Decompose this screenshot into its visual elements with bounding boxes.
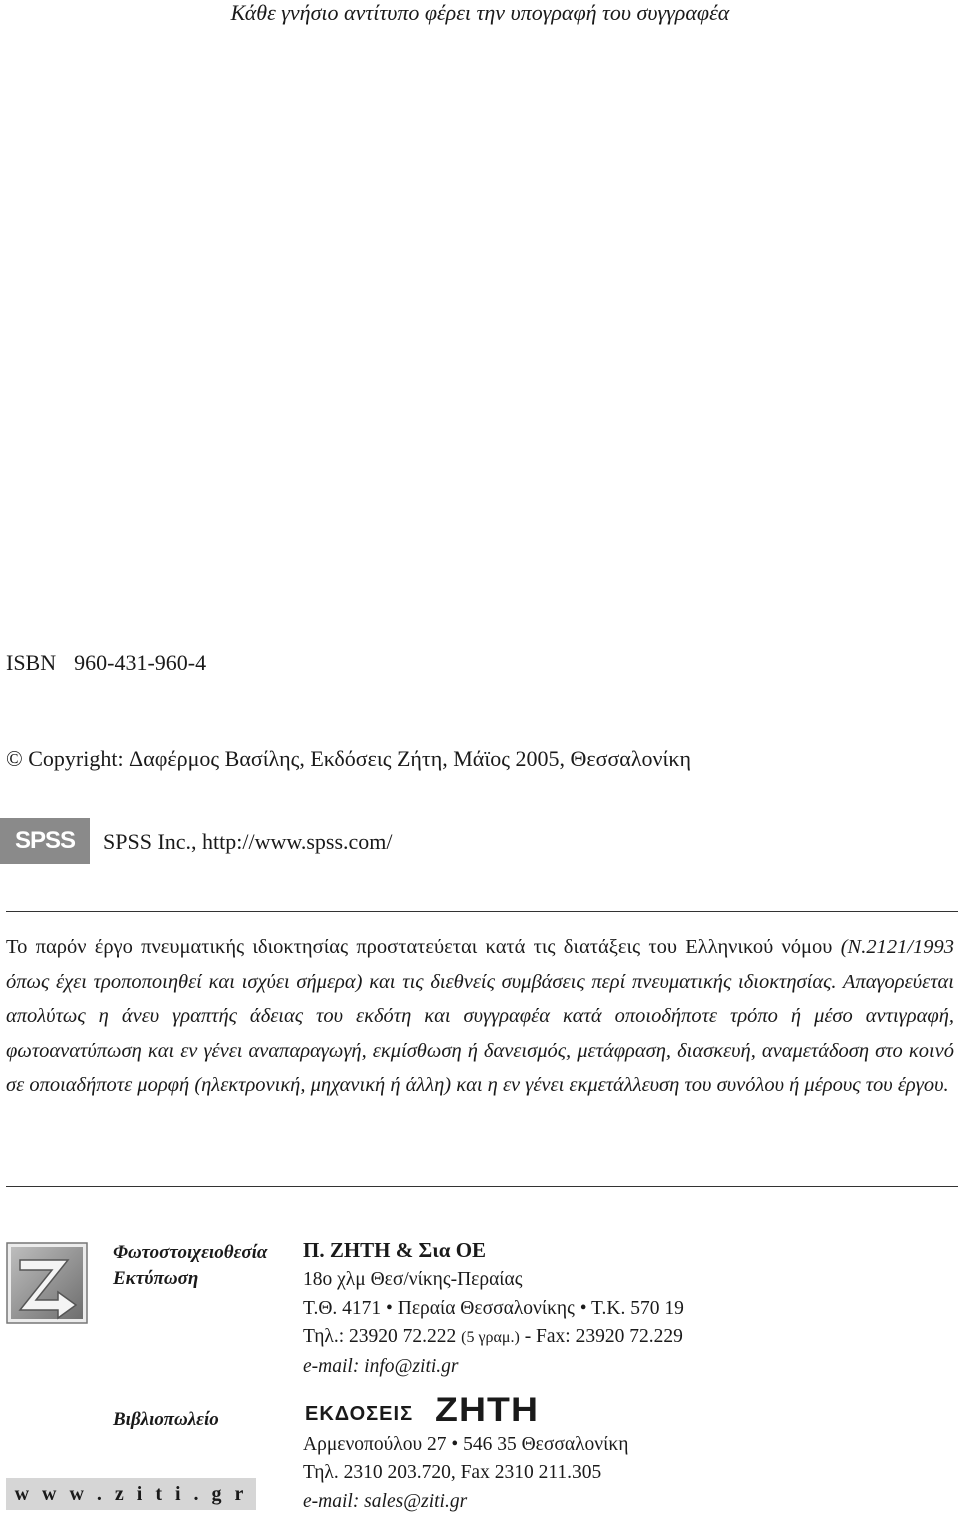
- printer-address: 18ο χλμ Θεσ/νίκης-Περαίας: [303, 1269, 523, 1290]
- legal-first-sentence: Το παρόν έργο πνευματικής ιδιοκτησίας προστατεύεται κατά τις διατάξεις του Ελληνικού νόμου: [6, 936, 833, 958]
- ekdoseis-ziti-logo: [305, 1391, 540, 1429]
- printer-phone-lines: (5 γραμ.): [461, 1329, 520, 1346]
- website-link[interactable]: w w w . z i t i . g r: [6, 1478, 256, 1510]
- bookstore-phone-fax: Τηλ. 2310 203.720, Fax 2310 211.305: [303, 1462, 602, 1483]
- logo-word-ziti: ΖΗΤΗ: [435, 1391, 540, 1429]
- spss-logo: SPSS: [0, 818, 90, 864]
- printer-po-box: Τ.Θ. 4171 • Περαία Θεσσαλονίκης • Τ.Κ. 570 19: [303, 1298, 684, 1319]
- bookstore-address: Αρμενοπούλου 27 • 546 35 Θεσσαλονίκη: [303, 1434, 629, 1455]
- divider-top: [6, 911, 958, 912]
- printer-phone: Τηλ.: 23920 72.222: [303, 1326, 457, 1347]
- credit-bookstore: Βιβλιοπωλείο: [113, 1409, 219, 1430]
- isbn-line: [6, 650, 206, 676]
- divider-bottom: [6, 1186, 958, 1187]
- copyright-line: © Copyright: Δαφέρμος Βασίλης, Εκδόσεις Ζήτη, Μάϊος 2005, Θεσσαλονίκη: [6, 746, 691, 771]
- credit-printing: Εκτύπωση: [113, 1268, 199, 1289]
- legal-notice: [6, 930, 954, 1103]
- printer-phone-fax: [303, 1323, 683, 1352]
- spss-credit: SPSS Inc., http://www.spss.com/: [103, 829, 393, 854]
- ziti-z-logo-icon: [6, 1242, 88, 1324]
- printer-name: Π. ΖΗΤΗ & Σια ΟΕ: [303, 1238, 487, 1262]
- isbn-label: ISBN: [6, 650, 57, 675]
- signature-note: Κάθε γνήσιο αντίτυπο φέρει την υπογραφή του συγγραφέα: [230, 0, 730, 25]
- logo-word-ekdoseis: ΕΚΔΟΣΕΙΣ: [305, 1403, 414, 1425]
- legal-rest: (Ν.2121/1993 όπως έχει τροποποιηθεί και ισχύει σήμερα) και τις διεθνείς συμβάσεις περί πνευματικής ιδιοκτησίας. Απαγορεύεται απολύτως η άνευ γραπτής άδειας του εκδότη και συγγραφέα κατά οποιοδήποτε τρόπο ή μέσο αντιγραφή, φωτοανατύπωση και εν γένει αναπαραγωγή, εκμίσθωση ή δανεισμός, μετάφραση, διασκευή, αναμετάδοση στο κοινό σε οποιαδήποτε μορφή (ηλεκτρονική, μηχανική ή άλλη) και η εν γένει εκμετάλλευση του συνόλου ή μέρους του έργου.: [6, 936, 955, 1096]
- printer-email[interactable]: e-mail: info@ziti.gr: [303, 1356, 459, 1377]
- printer-fax: - Fax: 23920 72.229: [524, 1326, 683, 1347]
- isbn-number: 960-431-960-4: [74, 650, 207, 675]
- bookstore-email[interactable]: e-mail: sales@ziti.gr: [303, 1491, 468, 1512]
- credit-typesetting: Φωτοστοιχειοθεσία: [113, 1242, 268, 1263]
